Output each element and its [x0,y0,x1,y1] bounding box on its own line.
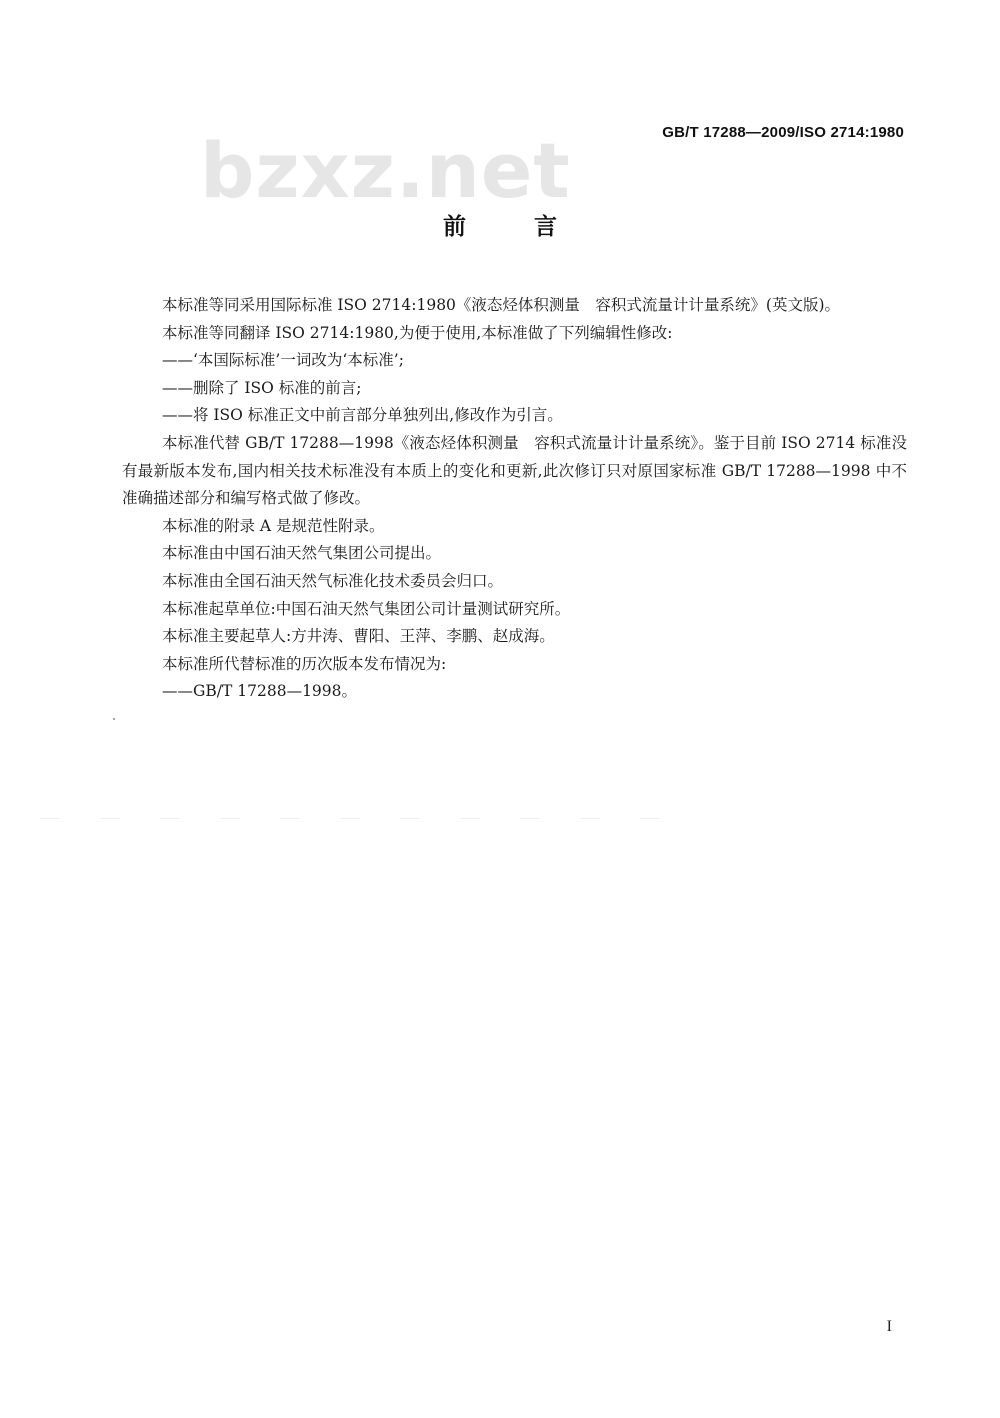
paragraph-history: 本标准所代替标准的历次版本发布情况为: [162,654,447,673]
paragraph-annex: 本标准的附录 A 是规范性附录。 [162,516,385,535]
paragraph-drafters: 本标准主要起草人:方井涛、曹阳、王萍、李鹏、赵成海。 [162,627,555,646]
paragraph-proposer: 本标准由中国石油天然气集团公司提出。 [162,544,442,563]
site-watermark: bzxz.net [200,126,571,215]
standard-code-header: GB/T 17288—2009/ISO 2714:1980 [662,124,904,141]
page-title: 前 言 [442,214,587,240]
page-number: I [886,1318,892,1335]
scan-artifact-line [40,818,680,819]
paragraph-translation: 本标准等同翻译 ISO 2714:1980,为便于使用,本标准做了下列编辑性修改: [162,323,673,342]
paragraph-committee: 本标准由全国石油天然气标准化技术委员会归口。 [162,571,504,590]
foreword-body [122,292,907,706]
paragraph-replacement: 本标准代替 GB/T 17288—1998《液态烃体积测量 容积式流量计计量系统》。鉴于目前 ISO 2714 标准没有最新版本发布,国内相关技术标准没有本质上的变化和更新,此次修订只对原国家标准 GB/T 17288—1998 中不准确描述部分和编写格式做了修改。 [122,433,907,508]
list-item-edit-foreword: ——删除了 ISO 标准的前言; [162,378,362,397]
paragraph-adoption: 本标准等同采用国际标准 ISO 2714:1980《液态烃体积测量 容积式流量计计量系统》(英文版)。 [162,296,841,314]
list-item-edit-introduction: ——将 ISO 标准正文中前言部分单独列出,修改作为引言。 [162,406,563,425]
list-item-edit-term: ——‘本国际标准’一词改为‘本标准’; [162,351,404,370]
list-item-history-version: ——GB/T 17288—1998。 [162,682,358,701]
paragraph-drafting-unit: 本标准起草单位:中国石油天然气集团公司计量测试研究所。 [162,599,571,618]
scan-speck [113,718,115,720]
